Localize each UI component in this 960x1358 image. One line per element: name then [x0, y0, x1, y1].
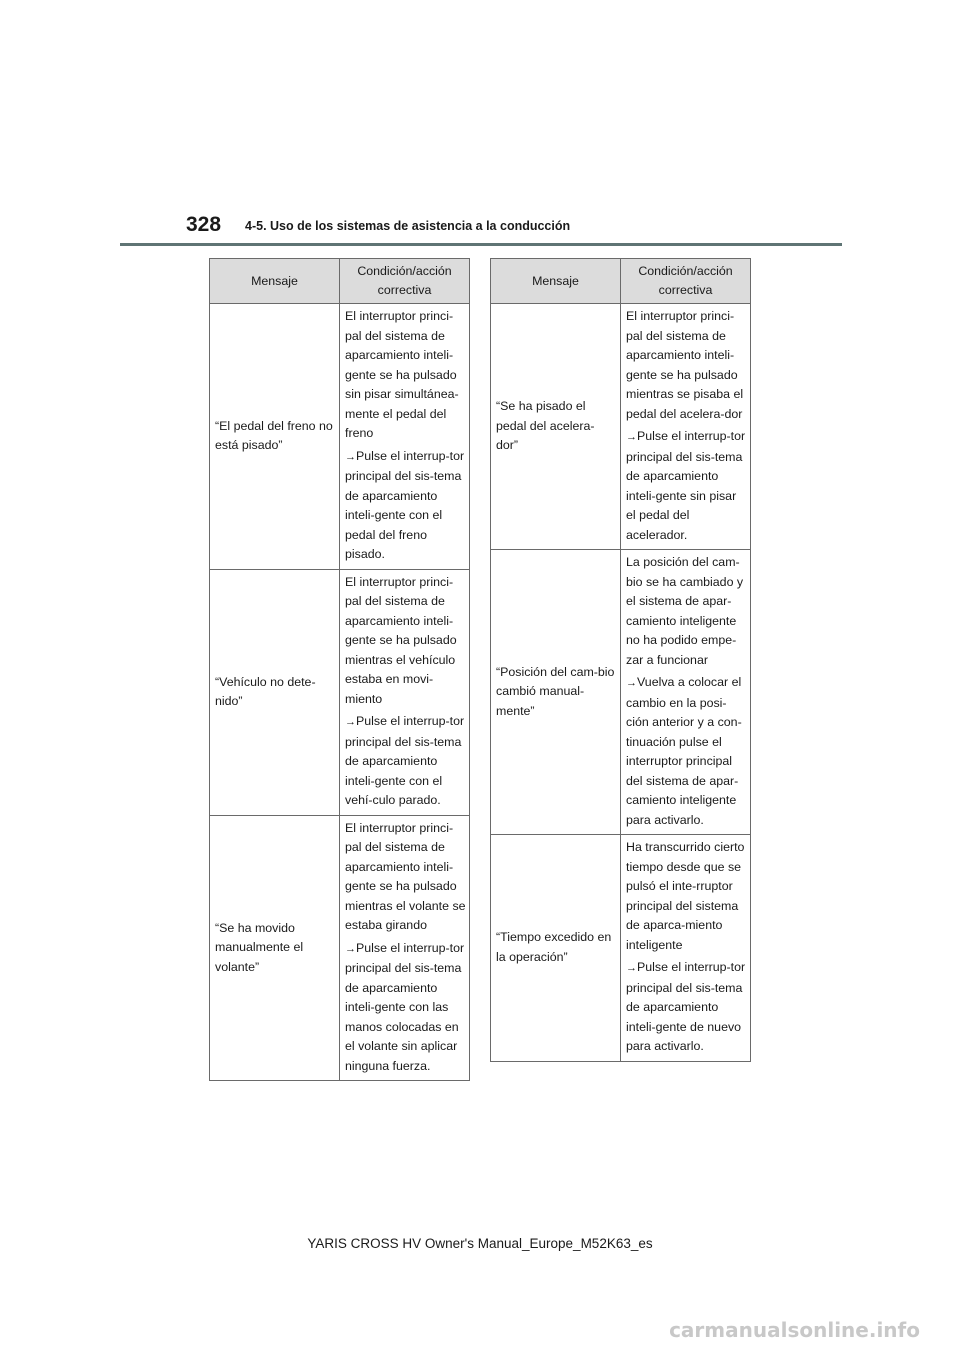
corrective-action — [626, 427, 747, 545]
message-cell: “Se ha movido manualmente el volante” — [210, 815, 340, 1081]
condition-cell — [340, 569, 470, 815]
corrective-action — [626, 958, 747, 1057]
arrow-right-icon: → — [626, 677, 637, 689]
condition-text: El interruptor princi-pal del sistema de aparcamiento inteli-gente se ha pulsado mientras el vehículo estaba en movi-miento — [345, 574, 457, 706]
condition-text: El interruptor princi-pal del sistema de aparcamiento inteli-gente se ha pulsado mientras se pisaba el pedal del acelera-dor — [626, 309, 744, 421]
column-header-message: Mensaje — [210, 259, 340, 304]
condition-cell — [340, 815, 470, 1081]
condition-text: El interruptor princi-pal del sistema de aparcamiento inteli-gente se ha pulsado sin pisar simultánea-mente el pedal del freno — [345, 309, 459, 440]
table-header-row — [491, 259, 751, 304]
message-cell: “El pedal del freno no está pisado” — [210, 304, 340, 570]
arrow-right-icon: → — [626, 962, 637, 974]
corrective-action — [626, 673, 747, 830]
action-text: Pulse el interrup-tor principal del sis-tema de aparcamiento inteli-gente sin pisar el pedal del acelerador. — [626, 429, 746, 542]
action-text: Pulse el interrup-tor principal del sis-tema de aparcamiento inteli-gente con el vehí-culo parado. — [345, 714, 465, 807]
arrow-right-icon: → — [345, 716, 356, 728]
action-text: Pulse el interrup-tor principal del sis-tema de aparcamiento inteli-gente de nuevo para activarlo. — [626, 960, 746, 1053]
condition-text: La posición del cam-bio se ha cambiado y el sistema de apar-camiento inteligente no ha podido empe-zar a funcionar — [626, 555, 744, 667]
message-cell: “Posición del cam-bio cambió manual-mente” — [491, 550, 621, 835]
table-row — [491, 304, 751, 550]
header-rule — [120, 243, 842, 246]
action-text: Vuelva a colocar el cambio en la posi-ción anterior y a con-tinuación pulse el interruptor principal del sistema de apar-camiento inteligente para activarlo. — [626, 675, 742, 827]
message-cell: “Tiempo excedido en la operación” — [491, 835, 621, 1062]
table-row — [491, 550, 751, 835]
condition-cell — [621, 304, 751, 550]
arrow-right-icon: → — [345, 942, 356, 955]
table-row — [210, 569, 470, 815]
section-title: 4-5. Uso de los sistemas de asistencia a la conducción — [245, 219, 571, 233]
condition-text: El interruptor princi-pal del sistema de aparcamiento inteli-gente se ha pulsado mientras el volante se estaba girando — [345, 820, 466, 932]
corrective-action — [345, 712, 466, 811]
manual-footer: YARIS CROSS HV Owner's Manual_Europe_M52K63_es — [307, 1236, 653, 1251]
condition-cell — [340, 304, 470, 570]
message-cell: “Vehículo no dete-nido” — [210, 569, 340, 815]
message-table-right — [490, 258, 751, 1062]
corrective-action — [345, 939, 466, 1077]
action-text: Pulse el interrup-tor principal del sis-tema de aparcamiento inteli-gente con el pedal del freno pisado. — [345, 448, 465, 561]
table-row — [210, 815, 470, 1081]
corrective-action — [345, 447, 466, 565]
message-table-left — [209, 258, 470, 1081]
action-text: Pulse el interrup-tor principal del sis-tema de aparcamiento inteli-gente con las manos colocadas en el volante sin aplicar ninguna fuerza. — [345, 940, 465, 1073]
condition-cell — [621, 550, 751, 835]
arrow-right-icon: → — [345, 450, 356, 463]
condition-text: Ha transcurrido cierto tiempo desde que se pulsó el inte-rruptor principal del sistema de aparca-miento inteligente — [626, 840, 745, 952]
page-number: 328 — [186, 213, 222, 236]
condition-cell — [621, 835, 751, 1062]
table-row — [210, 304, 470, 570]
table-row — [491, 835, 751, 1062]
column-header-condition: Condición/acción correctiva — [340, 259, 470, 304]
arrow-right-icon: → — [626, 431, 637, 443]
column-header-message: Mensaje — [491, 259, 621, 304]
table-header-row — [210, 259, 470, 304]
message-cell: “Se ha pisado el pedal del acelera-dor” — [491, 304, 621, 550]
column-header-condition: Condición/acción correctiva — [621, 259, 751, 304]
watermark-logo: carmanualsonline.info — [669, 1318, 920, 1342]
